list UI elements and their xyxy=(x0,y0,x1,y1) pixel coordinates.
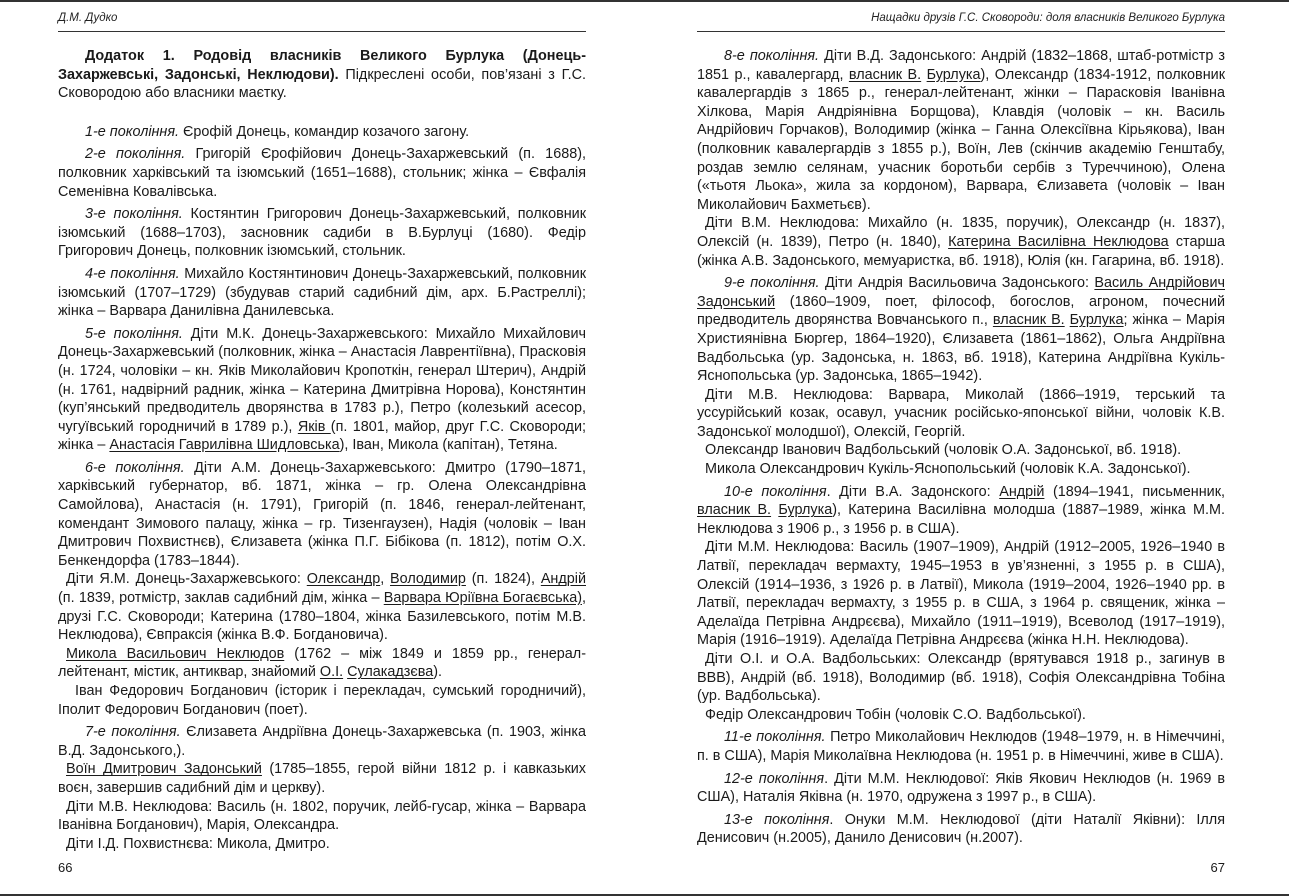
text-run: Діти В.М. Неклюдова: Михайло (н. 1835, поручик), Олександр (н. 1837), Олексій (н. 1839), Петро (н. 1840), xyxy=(697,215,1225,250)
left-page xyxy=(58,0,586,896)
family-paragraph xyxy=(697,386,1225,442)
page-number: 66 xyxy=(58,860,73,875)
generation-paragraph xyxy=(697,770,1225,807)
page-body xyxy=(58,47,586,853)
generation-label: 6-е покоління. xyxy=(85,459,185,476)
page-body xyxy=(697,47,1225,848)
underlined-name: Бурлука xyxy=(778,502,833,519)
text-run: Іван Федорович Богданович (історик і перекладач, сумський городничий), Іполит Федорович Богданович (поет). xyxy=(58,683,586,718)
family-paragraph xyxy=(58,645,586,682)
generation-paragraph xyxy=(697,728,1225,765)
text-run: Діти М.В. Неклюдова: Варвара, Миколай (1866–1919, терський та уссурійський козак, осавул, учасник російсько-японської війни, чоловік К.В. Задонської молодшої), Олексій, Георгій. xyxy=(697,386,1225,440)
family-paragraph xyxy=(697,214,1225,270)
family-paragraph xyxy=(697,441,1225,460)
family-paragraph xyxy=(58,682,586,719)
underlined-name: Яків xyxy=(297,418,331,435)
generation-label: 7-е покоління. xyxy=(85,724,181,741)
family-paragraph xyxy=(697,706,1225,725)
family-paragraph xyxy=(58,760,586,797)
underlined-name: Бурлука xyxy=(926,66,981,83)
text-run: (1894–1941, письменник, xyxy=(1044,483,1226,500)
running-head-title: Нащадки друзів Г.С. Сковороди: доля власників Великого Бурлука xyxy=(697,12,1225,32)
text-run: ), Іван, Микола (капітан), Тетяна. xyxy=(339,437,558,454)
running-head-author: Д.М. Дудко xyxy=(58,12,586,32)
text-run: Діти М.В. Неклюдова: Василь (н. 1802, поручик, лейб-гусар, жінка – Варвара Іванівна Богданович), Марія, Олександра. xyxy=(58,798,586,834)
text-run: (1785–1855, герой війни 1812 р. і кавказьких воєн, завершив садибний дім и церкву). xyxy=(58,761,587,796)
text-run: Костянтин Григорович Донець-Захаржевський, полковник ізюмський (1688–1703), засновник садиби в В.Бурлуці (1680). Федір Григорович Донець, полковник ізюмський, стольник. xyxy=(58,206,586,260)
generation-label: 13-е покоління xyxy=(724,811,830,828)
generation-label: 9-е покоління. xyxy=(724,275,820,292)
text-run: ; жінка – Марія Християнівна Бюргер, 1864–1920), Єлизавета (1861–1862), Ольга Андріївна Вадбольська (ур. Задонська, н. 1863, вб. 1918), Катерина Андріївна Кукіль-Яснопольська (ур. Задонська, 1865–1942). xyxy=(697,312,1226,385)
text-run: Микола Олександрович Кукіль-Яснопольський (чоловік К.А. Задонської). xyxy=(705,461,1191,478)
generation-paragraph xyxy=(697,47,1225,214)
family-paragraph xyxy=(697,460,1225,479)
underlined-name: Сулакадзєва xyxy=(347,664,434,681)
generation-paragraph xyxy=(58,205,586,261)
generation-paragraph xyxy=(58,265,586,321)
generation-label: 4-е покоління. xyxy=(85,265,180,282)
text-run: (1860–1909, поет, філософ, богослов, агроном, почесний предводитель дворянства Вовчанського п., xyxy=(697,293,1225,329)
family-paragraph xyxy=(697,650,1225,706)
text-run: (1762 – між 1849 и 1859 рр., генерал-лейтенант, містик, антиквар, знайомий xyxy=(58,645,586,681)
right-page xyxy=(697,0,1225,896)
text-run: Єлизавета Андріївна Донець-Захаржевська (п. 1903, жінка В.Д. Задонського,). xyxy=(58,724,586,759)
text-run: Діти В.Д. Задонського: Андрій (1832–1868, штаб-ротмістр з 1851 р., кавалергард, xyxy=(697,48,1225,83)
text-run: Діти Андрія Васильовича Задонського: xyxy=(819,275,1095,292)
family-paragraph xyxy=(58,835,586,854)
underlined-name: Бурлука xyxy=(1069,312,1124,329)
text-run: Діти М.М. Неклюдова: Василь (1907–1909), Андрій (1912–2005, 1926–1940 в Латвії, перекладач вермахту, 1945–1953 в ув’язненні, з 1955 р. в США), Олексій (1914–1936, з 1926 р. в Латвії), Микола (1919–2004, 1926–1940 рр. в Латвії, перекладач вермахту, з 1955 р. в США, з 1964 р. священик, жінка – Аделаїда Петрівна Андрєєва), Михайло (1911–1919), Всеволод (1917–1919), Марія (1916–1919). Аделаїда Петрівна Андрєєва (жінка Н.Н. Неклюдова). xyxy=(697,539,1225,649)
generation-paragraph xyxy=(697,811,1225,848)
text-run: Діти Я.М. Донець-Захаржевського: xyxy=(66,571,307,588)
generation-paragraph xyxy=(58,145,586,201)
underlined-name: власник В. xyxy=(992,312,1065,329)
text-run: . Онуки М.М. Неклюдової (діти Наталії Яківни): Ілля Денисович (н.2005), Данило Денисович (н.2007). xyxy=(697,811,1225,847)
text-run: , друзі Г.С. Сковороди; Катерина (1780–1804, жінка Базилевського, потім М.В. Неклюдова), Євпраксія (жінка В.Ф. Богдановича). xyxy=(58,590,586,644)
family-paragraph xyxy=(58,798,586,835)
generation-paragraph xyxy=(58,123,586,142)
heading-text: Додаток 1. Родовід власників Великого Бурлука (Донець-Захаржевські, Задонські, Неклюдови). xyxy=(58,48,586,83)
text-run: ), Олександр (1834-1912, полковник кавалергардів з 1865 р., генерал-лейтенант, жінки – Парасковія Іванівна Хілкова, Марія Андріянівна Борщова), Клавдія (чоловік – кн. Василь Андрійович Горчаков), Володимир (жінка – Ганна Олексіївна Кірьякова), Іван (полковник кавалергардів з 1855 р.), Воїн, Лев (скінчив академію Генштабу, роздав землю селянам, учасник боротьби сербів з Туреччиною), Олена («тьотя Льока», жила за кордоном), Варвара, Єлизавета (чоловік – Іван Миколайович Бахметьєв). xyxy=(697,66,1225,213)
generation-paragraph xyxy=(58,723,586,760)
generation-paragraph xyxy=(58,325,586,455)
text-run: Олександр Іванович Вадбольський (чоловік О.А. Задонської, вб. 1918). xyxy=(705,442,1182,459)
underlined-name: Анастасія Гаврилівна Шидловська xyxy=(109,437,340,454)
family-paragraph xyxy=(697,538,1225,650)
generation-label: 1-е покоління. xyxy=(85,123,180,140)
generation-label: 8-е покоління. xyxy=(724,48,820,64)
generation-paragraph xyxy=(58,459,586,571)
text-run: Діти І.Д. Похвистнєва: Микола, Дмитро. xyxy=(66,835,330,852)
underlined-name: власник В. xyxy=(697,502,772,519)
generation-label: 5-е покоління. xyxy=(85,325,183,342)
text-run: . Діти В.А. Задонского: xyxy=(826,483,1000,500)
text-run: (п. 1801, майор, друг Г.С. Сковороди; жінка – xyxy=(58,418,586,454)
generation-label: 10-е покоління xyxy=(724,483,827,500)
underlined-name: Василь Андрійович Задонський xyxy=(697,275,1225,310)
text-run: (п. 1839, ротмістр, заклав садибний дім, жінка – xyxy=(58,590,384,607)
text-run: Діти А.М. Донець-Захаржевського: Дмитро (1790–1871, харківський губернатор, вб. 1871, жінка – гр. Олена Олександрівна Самойлова), Анастасія (н. 1791), Григорій (п. 1846, генерал-лейтенант, комендант Зимового палацу, жінка – гр. Тизенгаузен), Надія (чоловік – Іван Дмитрович Похвистнєв), Єлизавета (жінка П.Г. Бібікова (п. 1812), потім О.Х. Бенкендорфа (1783–1844). xyxy=(58,459,586,569)
appendix-heading xyxy=(58,47,586,103)
text-run: Григорій Єрофійович Донець-Захаржевський (п. 1688), полковник харківський та ізюмський (1651–1688), стольник; жінка – Євфалія Семенівна Ковалівська. xyxy=(58,146,586,200)
generation-label: 2-е покоління. xyxy=(85,146,186,163)
underlined-name: власник В. xyxy=(848,66,922,83)
underlined-name: О.І. xyxy=(319,664,344,681)
page-number: 67 xyxy=(1210,860,1225,875)
generation-label: 11-е покоління. xyxy=(724,729,826,746)
text-run: Федір Олександрович Тобін (чоловік С.О. Вадбольської). xyxy=(705,706,1086,723)
text-run: Діти О.І. и О.А. Вадбольських: Олександр (врятувався 1918 р., загинув в ВВВ), Андрій (вб. 1918), Володимир (вб. 1918), Софія Олександрівна Тобіна (ур. Вадбольська). xyxy=(697,651,1225,705)
text-run: Єрофій Донець, командир козачого загону. xyxy=(179,123,470,140)
text-run: Підкреслені особи, пов’язані з Г.С. Сковородою або власники маєтку. xyxy=(58,66,586,102)
underlined-name: Воїн Дмитрович Задонський xyxy=(66,761,262,778)
underlined-name: Олександр xyxy=(306,571,381,588)
underlined-name: Варвара Юріївна Богаєвська) xyxy=(383,590,582,607)
text-run: (п. 1824), xyxy=(465,571,541,588)
underlined-name: Андрій xyxy=(540,571,586,588)
text-run: ), Катерина Василівна молодша (1887–1989, жінка М.М. Неклюдова з 1906 р., з 1956 р. в США). xyxy=(697,502,1225,537)
text-run: Діти М.К. Донець-Захаржевського: Михайло Михайлович Донець-Захаржевський (полковник, жінка – Анастасія Лаврентіївна), Прасковія (н. 1724, чоловіки – кн. Яків Миколайович Кропоткін, генерал Штерич), Андрій (н. 1761, надвірний радник, жінка – Катерина Дмитрівна Норова), Констянтин (куп’янський предводитель дворянства в 1783 р.), Петро (колезький асесор, чугуївський городничий в 1789 р.), xyxy=(58,325,586,435)
underlined-name: Катерина Василівна Неклюдова xyxy=(948,233,1169,250)
generation-paragraph xyxy=(697,483,1225,539)
family-paragraph xyxy=(58,570,586,644)
text-run: старша (жінка А.В. Задонського, мемуаристка, вб. 1918), Юлія (кн. Гагарина, вб. 1918). xyxy=(697,233,1226,269)
generation-label: 12-е покоління xyxy=(724,770,825,787)
generation-paragraph xyxy=(697,274,1225,386)
generation-label: 3-е покоління. xyxy=(85,206,183,223)
underlined-name: Микола Васильович Неклюдов xyxy=(66,645,285,662)
text-run: ). xyxy=(433,664,443,681)
underlined-name: Володимир xyxy=(390,571,466,588)
underlined-name: Андрій xyxy=(999,483,1045,500)
text-run: , xyxy=(380,571,391,588)
text-run: Михайло Костянтинович Донець-Захаржевський, полковник ізюмський (1707–1729) (збудував старий садибний дім, арх. Б.Растреллі); жінка – Варвара Данилівна Данилевська. xyxy=(58,265,586,320)
text-run: . Діти М.М. Неклюдової: Яків Якович Неклюдов (н. 1969 в США), Наталія Яківна (н. 1970, одружена з 1997 р., в США). xyxy=(697,770,1226,806)
text-run: Петро Миколайович Неклюдов (1948–1979, н. в Німеччині, п. в США), Марія Миколаївна Неклюдова (н. 1951 р. в Німеччині, живе в США). xyxy=(697,729,1225,764)
